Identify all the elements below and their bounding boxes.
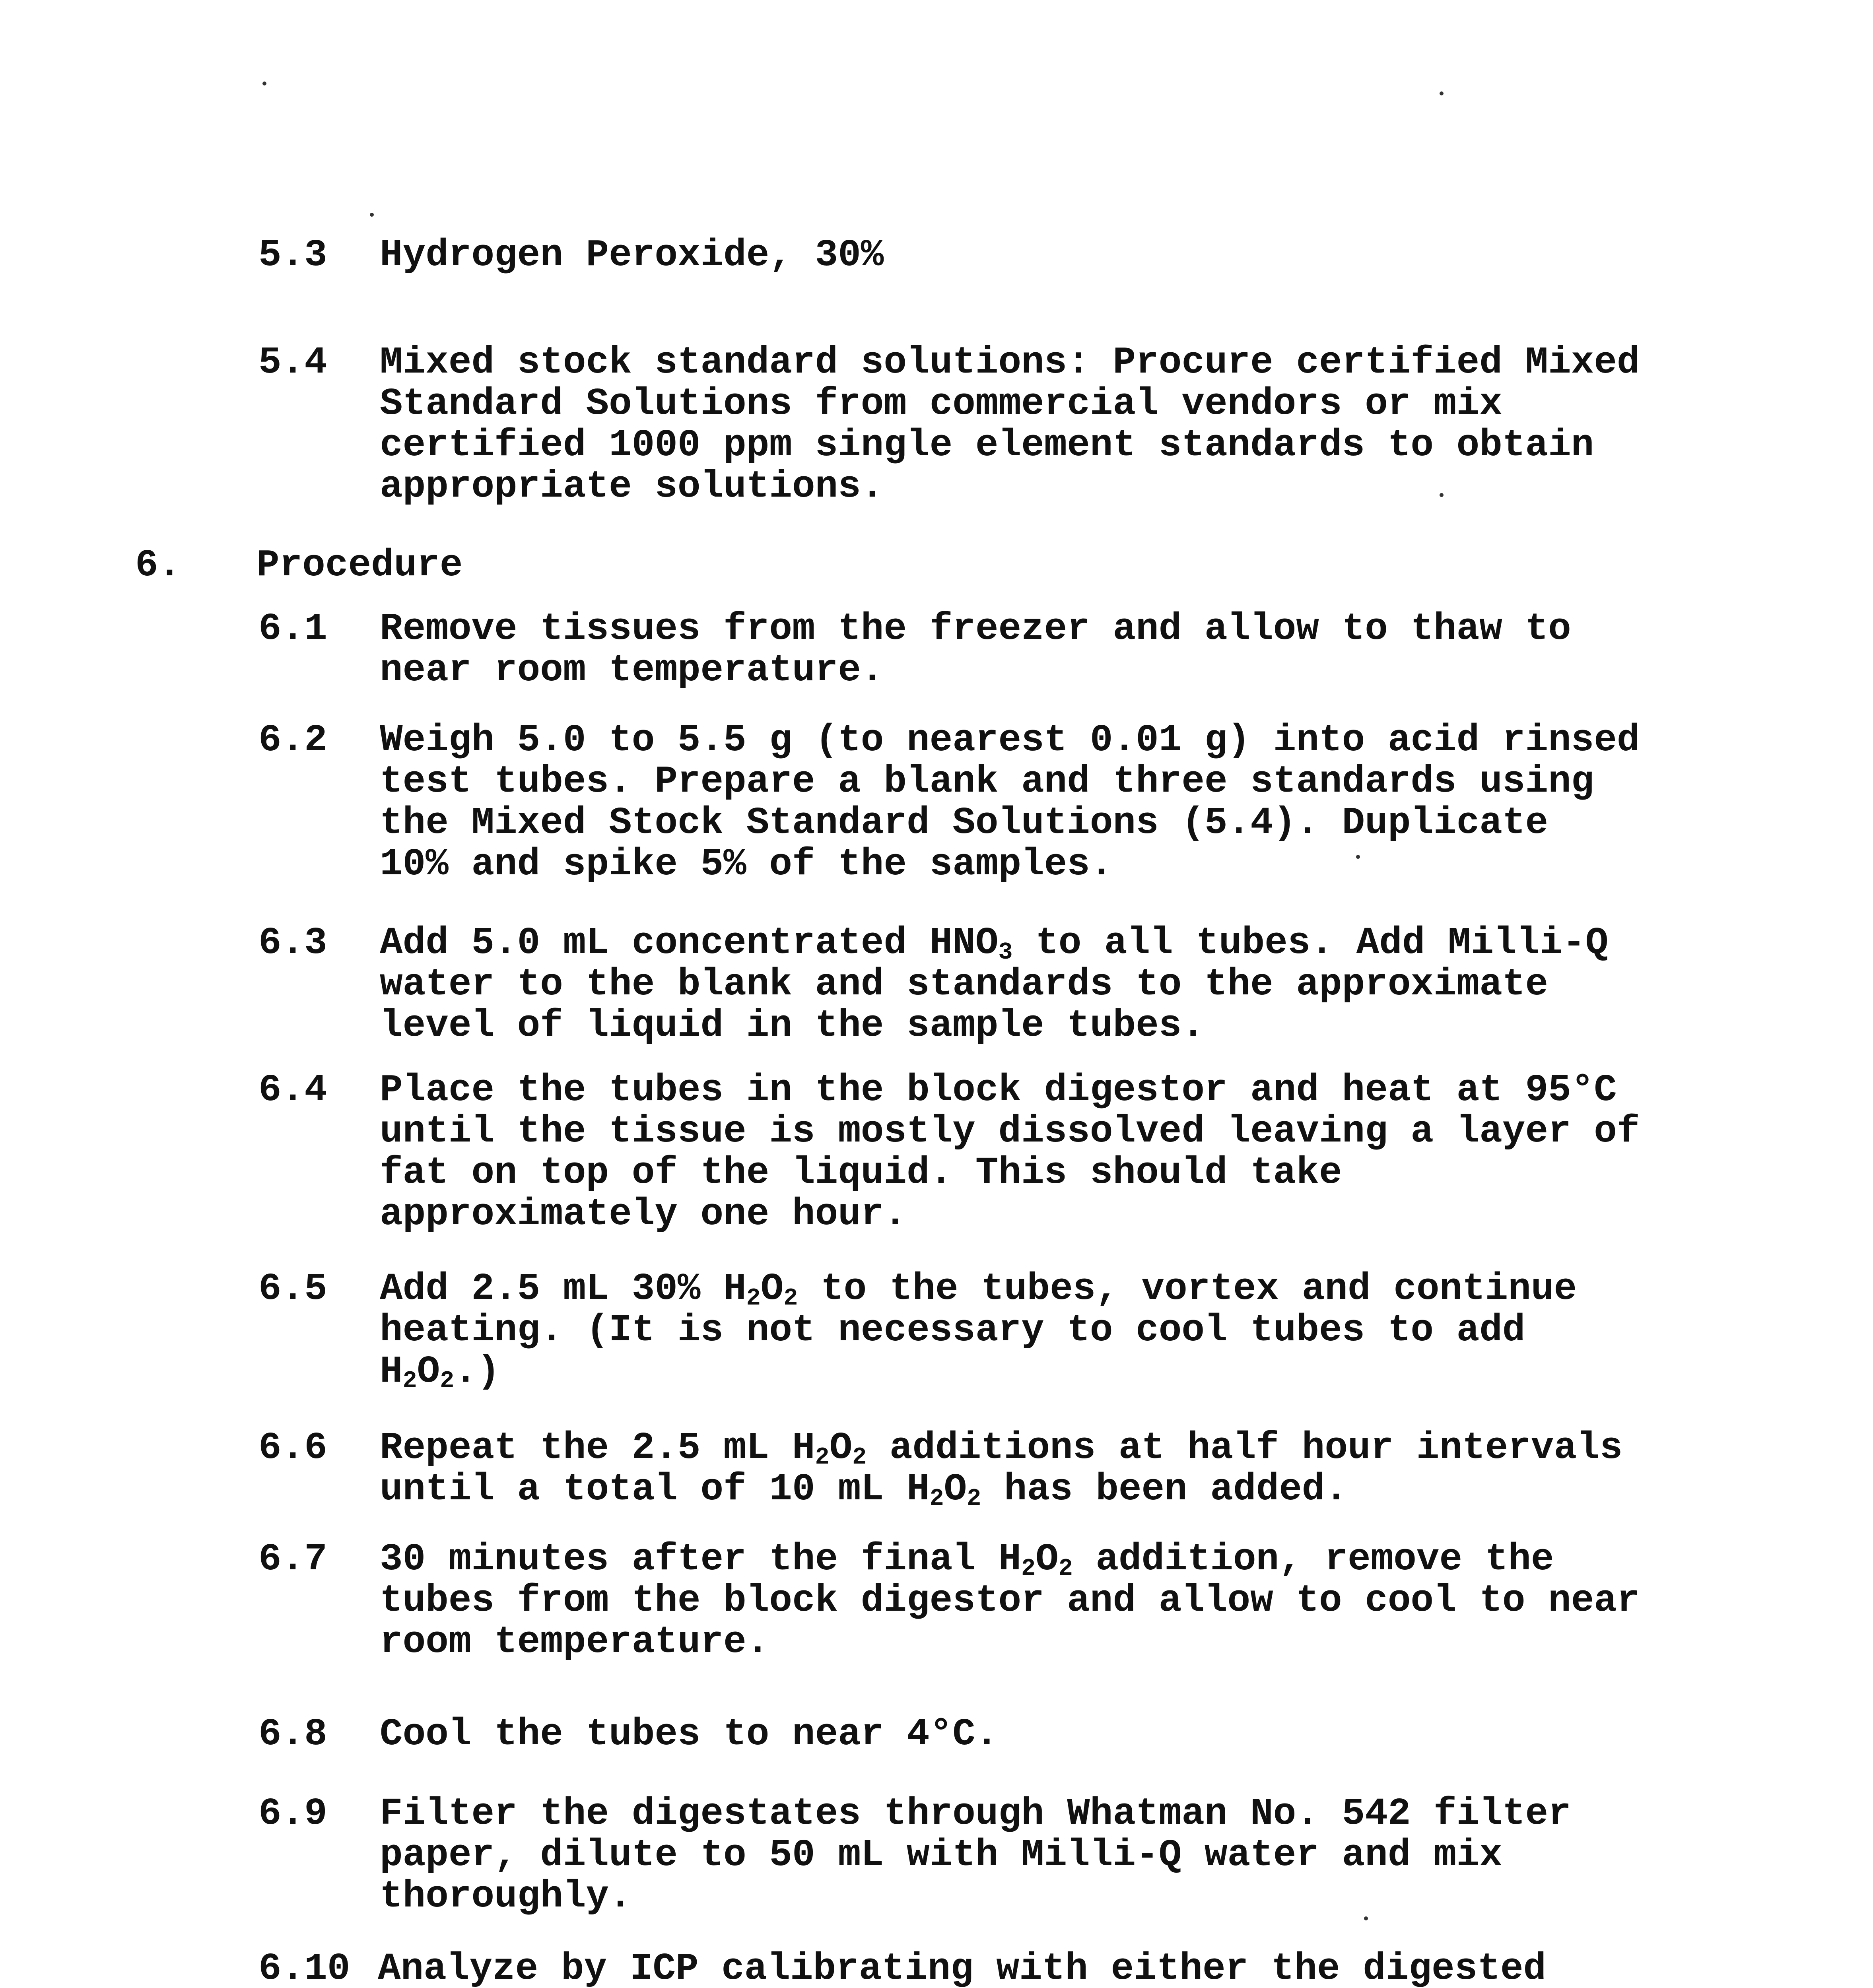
- subscript: 2: [1021, 1555, 1036, 1582]
- item-line: room temperature.: [380, 1620, 769, 1664]
- scan-speck: [262, 82, 266, 85]
- item-line: until the tissue is mostly dissolved leaving a layer of: [380, 1110, 1640, 1153]
- text-run: .): [454, 1350, 500, 1393]
- text-run: O: [944, 1468, 967, 1511]
- item-text: [380, 608, 1571, 691]
- text-run: additions at half hour intervals: [867, 1426, 1623, 1470]
- text-run: O: [829, 1426, 853, 1470]
- item-text: [378, 1948, 1629, 1988]
- subscript: 2: [783, 1285, 798, 1312]
- item-text: [380, 1539, 1640, 1663]
- item-line: heating. (It is not necessary to cool tubes to add: [380, 1309, 1525, 1352]
- section-number: 6.: [135, 544, 181, 587]
- item-line: [380, 1350, 1577, 1395]
- text-run: to all tubes. Add Milli-Q: [1012, 921, 1609, 965]
- item-number: 6.9: [258, 1792, 327, 1835]
- subscript: 2: [440, 1368, 455, 1395]
- item-line: water to the blank and standards to the approximate: [380, 963, 1549, 1006]
- text-run: O: [1036, 1538, 1059, 1581]
- text-run: Add 2.5 mL 30% H: [380, 1267, 746, 1310]
- item-number: 6.8: [258, 1712, 327, 1756]
- item-line: [380, 1539, 1640, 1580]
- item-line: Mixed stock standard solutions: Procure certified Mixed: [380, 341, 1640, 384]
- item-line: paper, dilute to 50 mL with Milli-Q water and mix: [380, 1833, 1502, 1877]
- subscript: 2: [1058, 1555, 1073, 1582]
- scan-speck: [1440, 493, 1444, 497]
- item-number: 5.3: [258, 233, 327, 277]
- subscript: 3: [998, 939, 1013, 966]
- subscript: 2: [967, 1485, 981, 1512]
- subscript: 2: [852, 1444, 867, 1471]
- text-run: Repeat the 2.5 mL H: [380, 1426, 815, 1470]
- item-line: fat on top of the liquid. This should take: [380, 1151, 1342, 1194]
- item-number: 6.2: [258, 718, 327, 762]
- text-run: O: [417, 1350, 440, 1393]
- item-line: tubes from the block digestor and allow to cool to near: [380, 1579, 1640, 1622]
- subscript: 2: [929, 1485, 944, 1512]
- text-run: H: [380, 1350, 403, 1393]
- item-line: Filter the digestates through Whatman No. 542 filter: [380, 1792, 1571, 1835]
- item-number: 6.1: [258, 607, 327, 650]
- item-line: approximately one hour.: [380, 1192, 907, 1236]
- item-line: Standard Solutions from commercial vendors or mix: [380, 382, 1502, 425]
- item-number: 6.4: [258, 1068, 327, 1112]
- scan-speck: [1364, 1916, 1368, 1920]
- text-run: O: [760, 1267, 784, 1310]
- item-line: near room temperature.: [380, 648, 884, 692]
- item-line: 10% and spike 5% of the samples.: [380, 843, 1113, 886]
- item-line: Place the tubes in the block digestor and heat at 95°C: [380, 1068, 1617, 1112]
- text-run: has been added.: [981, 1468, 1348, 1511]
- item-line: test tubes. Prepare a blank and three standards using: [380, 760, 1594, 803]
- scan-speck: [1356, 855, 1360, 859]
- item-text: [380, 720, 1640, 885]
- text-run: until a total of 10 mL H: [380, 1468, 930, 1511]
- item-line: Hydrogen Peroxide, 30%: [380, 233, 884, 277]
- item-text: [380, 1267, 1577, 1395]
- scan-speck: [370, 213, 374, 217]
- item-line: [380, 922, 1608, 964]
- item-text: [380, 1793, 1571, 1917]
- item-number: 6.7: [258, 1538, 327, 1581]
- item-text: [380, 1427, 1622, 1510]
- item-line: thoroughly.: [380, 1875, 632, 1918]
- item-number: 6.5: [258, 1267, 327, 1310]
- item-line: [380, 1268, 1577, 1310]
- item-line: [380, 1427, 1622, 1469]
- text-run: to the tubes, vortex and continue: [798, 1267, 1577, 1310]
- text-run: 30 minutes after the final H: [380, 1538, 1022, 1581]
- item-line: the Mixed Stock Standard Solutions (5.4). Duplicate: [380, 801, 1549, 845]
- item-text: [380, 922, 1608, 1046]
- item-number: 6.3: [258, 921, 327, 965]
- item-line: Remove tissues from the freezer and allow to thaw to: [380, 607, 1571, 650]
- scan-speck: [1440, 91, 1444, 95]
- item-line: Analyze by ICP calibrating with either the digested: [378, 1947, 1547, 1988]
- subscript: 2: [402, 1368, 417, 1395]
- item-number: 5.4: [258, 341, 327, 384]
- text-run: addition, remove the: [1073, 1538, 1554, 1581]
- subscript: 2: [815, 1444, 830, 1471]
- item-line: certified 1000 ppm single element standards to obtain: [380, 423, 1594, 467]
- item-text: [380, 342, 1640, 507]
- item-number: 6.6: [258, 1426, 327, 1470]
- item-line: appropriate solutions.: [380, 465, 884, 508]
- section-title: Procedure: [256, 544, 463, 587]
- item-line: [380, 1469, 1622, 1510]
- item-text: [380, 235, 884, 276]
- item-line: Cool the tubes to near 4°C.: [380, 1712, 999, 1756]
- item-number: 6.10: [258, 1947, 350, 1988]
- item-text: [380, 1714, 998, 1755]
- item-text: [380, 1070, 1640, 1235]
- text-run: Add 5.0 mL concentrated HNO: [380, 921, 999, 965]
- subscript: 2: [746, 1285, 761, 1312]
- item-line: level of liquid in the sample tubes.: [380, 1004, 1205, 1047]
- item-line: Weigh 5.0 to 5.5 g (to nearest 0.01 g) into acid rinsed: [380, 718, 1640, 762]
